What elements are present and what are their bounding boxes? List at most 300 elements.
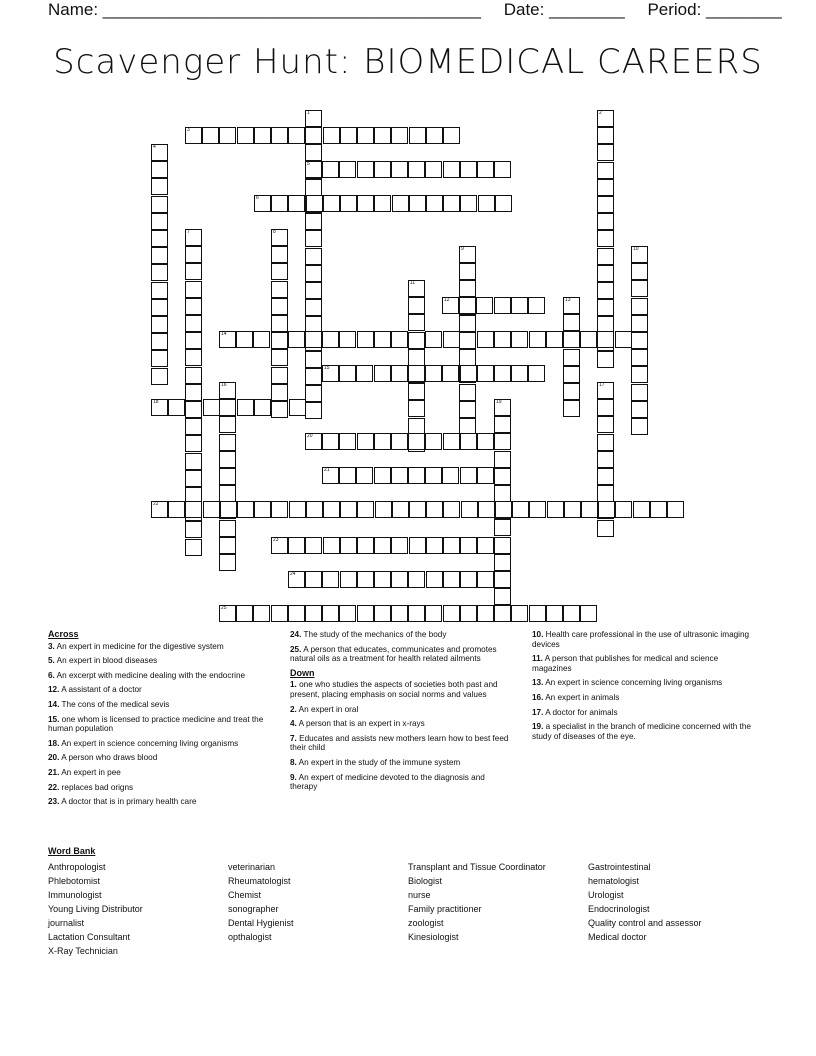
grid-cell[interactable] [151,501,168,518]
grid-cell[interactable] [237,399,254,416]
grid-cell[interactable] [185,501,202,518]
grid-cell[interactable] [443,571,460,588]
grid-cell[interactable] [271,246,288,263]
grid-cell[interactable] [151,282,168,299]
grid-cell[interactable] [477,331,494,348]
grid-cell[interactable] [357,537,374,554]
grid-cell[interactable] [219,331,236,348]
grid-cell[interactable] [597,196,614,213]
grid-cell[interactable] [409,501,426,518]
grid-cell[interactable] [408,467,425,484]
grid-cell[interactable] [305,537,322,554]
grid-cell[interactable] [511,605,528,622]
grid-cell[interactable] [185,127,202,144]
grid-cell[interactable] [597,265,614,282]
grid-cell[interactable] [305,127,322,144]
grid-cell[interactable] [459,297,476,314]
grid-cell[interactable] [408,365,425,382]
grid-cell[interactable] [340,195,357,212]
grid-cell[interactable] [477,605,494,622]
grid-cell[interactable] [459,263,476,280]
grid-cell[interactable] [305,213,322,230]
grid-cell[interactable] [512,501,529,518]
grid-cell[interactable] [443,605,460,622]
grid-cell[interactable] [374,571,391,588]
grid-cell[interactable] [547,501,564,518]
grid-cell[interactable] [425,365,442,382]
grid-cell[interactable] [443,161,460,178]
grid-cell[interactable] [391,571,408,588]
grid-cell[interactable] [271,537,288,554]
grid-cell[interactable] [185,521,202,538]
grid-cell[interactable] [391,161,408,178]
grid-cell[interactable] [374,331,391,348]
grid-cell[interactable] [357,331,374,348]
grid-cell[interactable] [253,605,270,622]
grid-cell[interactable] [236,605,253,622]
grid-cell[interactable] [151,368,168,385]
grid-cell[interactable] [631,401,648,418]
grid-cell[interactable] [357,195,374,212]
grid-cell[interactable] [597,230,614,247]
grid-cell[interactable] [305,571,322,588]
grid-cell[interactable] [374,365,391,382]
grid-cell[interactable] [305,433,322,450]
grid-cell[interactable] [288,195,305,212]
grid-cell[interactable] [185,384,202,401]
grid-cell[interactable] [357,127,374,144]
grid-cell[interactable] [460,467,477,484]
grid-cell[interactable] [374,433,391,450]
grid-cell[interactable] [374,127,391,144]
grid-cell[interactable] [631,315,648,332]
grid-cell[interactable] [409,195,426,212]
grid-cell[interactable] [392,501,409,518]
grid-cell[interactable] [305,605,322,622]
grid-cell[interactable] [271,315,288,332]
grid-cell[interactable] [185,539,202,556]
grid-cell[interactable] [254,399,271,416]
grid-cell[interactable] [460,605,477,622]
grid-cell[interactable] [494,605,511,622]
grid-cell[interactable] [408,280,425,297]
grid-cell[interactable] [477,537,494,554]
grid-cell[interactable] [271,332,288,349]
grid-cell[interactable] [633,501,650,518]
grid-cell[interactable] [237,501,254,518]
grid-cell[interactable] [563,349,580,366]
grid-cell[interactable] [151,213,168,230]
grid-cell[interactable] [631,366,648,383]
grid-cell[interactable] [529,501,546,518]
grid-cell[interactable] [185,349,202,366]
grid-cell[interactable] [322,467,339,484]
grid-cell[interactable] [563,383,580,400]
grid-cell[interactable] [323,501,340,518]
grid-cell[interactable] [564,501,581,518]
grid-cell[interactable] [185,435,202,452]
grid-cell[interactable] [426,501,443,518]
grid-cell[interactable] [271,229,288,246]
grid-cell[interactable] [219,537,236,554]
grid-cell[interactable] [357,571,374,588]
grid-cell[interactable] [151,247,168,264]
grid-cell[interactable] [597,416,614,433]
grid-cell[interactable] [305,265,322,282]
grid-cell[interactable] [443,501,460,518]
grid-cell[interactable] [546,331,563,348]
grid-cell[interactable] [631,384,648,401]
grid-cell[interactable] [546,605,563,622]
grid-cell[interactable] [271,195,288,212]
grid-cell[interactable] [563,314,580,331]
grid-cell[interactable] [597,434,614,451]
grid-cell[interactable] [391,605,408,622]
grid-cell[interactable] [288,331,305,348]
grid-cell[interactable] [305,299,322,316]
grid-cell[interactable] [374,537,391,554]
grid-cell[interactable] [357,161,374,178]
grid-cell[interactable] [271,384,288,401]
grid-cell[interactable] [185,281,202,298]
grid-cell[interactable] [494,537,511,554]
grid-cell[interactable] [408,161,425,178]
grid-cell[interactable] [597,179,614,196]
grid-cell[interactable] [356,365,373,382]
grid-cell[interactable] [409,127,426,144]
grid-cell[interactable] [631,418,648,435]
grid-cell[interactable] [374,467,391,484]
grid-cell[interactable] [391,365,408,382]
grid-cell[interactable] [339,365,356,382]
grid-cell[interactable] [631,246,648,263]
grid-cell[interactable] [442,365,459,382]
grid-cell[interactable] [305,248,322,265]
grid-cell[interactable] [254,127,271,144]
grid-cell[interactable] [271,263,288,280]
grid-cell[interactable] [219,485,236,502]
grid-cell[interactable] [563,400,580,417]
grid-cell[interactable] [254,501,271,518]
grid-cell[interactable] [459,401,476,418]
grid-cell[interactable] [339,605,356,622]
grid-cell[interactable] [305,368,322,385]
grid-cell[interactable] [219,554,236,571]
grid-cell[interactable] [650,501,667,518]
grid-cell[interactable] [426,571,443,588]
grid-cell[interactable] [219,468,236,485]
grid-cell[interactable] [185,298,202,315]
grid-cell[interactable] [667,501,684,518]
grid-cell[interactable] [356,467,373,484]
grid-cell[interactable] [494,365,511,382]
grid-cell[interactable] [288,537,305,554]
grid-cell[interactable] [459,280,476,297]
grid-cell[interactable] [219,520,236,537]
grid-cell[interactable] [185,332,202,349]
grid-cell[interactable] [494,399,511,416]
grid-cell[interactable] [185,263,202,280]
grid-cell[interactable] [597,144,614,161]
grid-cell[interactable] [494,331,511,348]
grid-cell[interactable] [425,433,442,450]
grid-cell[interactable] [597,299,614,316]
grid-cell[interactable] [494,519,511,536]
grid-cell[interactable] [408,433,425,450]
grid-cell[interactable] [597,110,614,127]
grid-cell[interactable] [528,365,545,382]
grid-cell[interactable] [323,127,340,144]
grid-cell[interactable] [374,161,391,178]
grid-cell[interactable] [253,331,270,348]
grid-cell[interactable] [597,282,614,299]
grid-cell[interactable] [289,399,306,416]
grid-cell[interactable] [288,605,305,622]
grid-cell[interactable] [305,351,322,368]
grid-cell[interactable] [597,351,614,368]
grid-cell[interactable] [477,433,494,450]
grid-cell[interactable] [426,127,443,144]
grid-cell[interactable] [322,161,339,178]
grid-cell[interactable] [322,433,339,450]
grid-cell[interactable] [631,280,648,297]
grid-cell[interactable] [615,501,632,518]
grid-cell[interactable] [271,401,288,418]
grid-cell[interactable] [305,110,322,127]
grid-cell[interactable] [443,331,460,348]
grid-cell[interactable] [581,501,598,518]
grid-cell[interactable] [425,331,442,348]
grid-cell[interactable] [511,331,528,348]
grid-cell[interactable] [631,298,648,315]
grid-cell[interactable] [305,179,322,196]
grid-cell[interactable] [151,144,168,161]
grid-cell[interactable] [289,501,306,518]
grid-cell[interactable] [597,485,614,502]
grid-cell[interactable] [305,331,322,348]
grid-cell[interactable] [391,127,408,144]
grid-cell[interactable] [203,399,220,416]
grid-cell[interactable] [460,433,477,450]
grid-cell[interactable] [236,331,253,348]
grid-cell[interactable] [151,316,168,333]
grid-cell[interactable] [168,399,185,416]
grid-cell[interactable] [185,229,202,246]
grid-cell[interactable] [408,314,425,331]
grid-cell[interactable] [391,467,408,484]
grid-cell[interactable] [494,161,511,178]
grid-cell[interactable] [477,571,494,588]
grid-cell[interactable] [459,349,476,366]
grid-cell[interactable] [271,281,288,298]
grid-cell[interactable] [460,537,477,554]
grid-cell[interactable] [460,571,477,588]
grid-cell[interactable] [598,501,615,518]
grid-cell[interactable] [494,571,511,588]
grid-cell[interactable] [459,315,476,332]
grid-cell[interactable] [202,127,219,144]
grid-cell[interactable] [271,127,288,144]
grid-cell[interactable] [443,127,460,144]
grid-cell[interactable] [408,297,425,314]
grid-cell[interactable] [391,537,408,554]
grid-cell[interactable] [151,333,168,350]
grid-cell[interactable] [185,367,202,384]
date-field[interactable]: Date: ________ [503,0,625,19]
grid-cell[interactable] [443,195,460,212]
grid-cell[interactable] [494,297,511,314]
grid-cell[interactable] [477,161,494,178]
grid-cell[interactable] [185,401,202,418]
grid-cell[interactable] [442,467,459,484]
grid-cell[interactable] [529,331,546,348]
grid-cell[interactable] [185,418,202,435]
grid-cell[interactable] [219,451,236,468]
grid-cell[interactable] [478,195,495,212]
grid-cell[interactable] [392,195,409,212]
grid-cell[interactable] [339,433,356,450]
grid-cell[interactable] [185,470,202,487]
grid-cell[interactable] [494,416,511,433]
grid-cell[interactable] [305,282,322,299]
grid-cell[interactable] [563,331,580,348]
grid-cell[interactable] [220,501,237,518]
grid-cell[interactable] [185,315,202,332]
grid-cell[interactable] [271,605,288,622]
grid-cell[interactable] [425,605,442,622]
grid-cell[interactable] [374,195,391,212]
grid-cell[interactable] [494,451,511,468]
grid-cell[interactable] [288,571,305,588]
grid-cell[interactable] [219,127,236,144]
grid-cell[interactable] [151,299,168,316]
grid-cell[interactable] [151,350,168,367]
grid-cell[interactable] [151,161,168,178]
grid-cell[interactable] [168,501,185,518]
grid-cell[interactable] [185,246,202,263]
grid-cell[interactable] [511,365,528,382]
grid-cell[interactable] [357,605,374,622]
grid-cell[interactable] [305,161,322,178]
grid-cell[interactable] [580,605,597,622]
grid-cell[interactable] [271,298,288,315]
grid-cell[interactable] [357,433,374,450]
grid-cell[interactable] [597,382,614,399]
grid-cell[interactable] [409,537,426,554]
grid-cell[interactable] [357,501,374,518]
grid-cell[interactable] [305,385,322,402]
grid-cell[interactable] [271,501,288,518]
grid-cell[interactable] [478,501,495,518]
grid-cell[interactable] [477,467,494,484]
grid-cell[interactable] [494,588,511,605]
grid-cell[interactable] [425,161,442,178]
grid-cell[interactable] [323,195,340,212]
grid-cell[interactable] [340,537,357,554]
grid-cell[interactable] [597,399,614,416]
grid-cell[interactable] [460,195,477,212]
grid-cell[interactable] [219,399,236,416]
grid-cell[interactable] [219,434,236,451]
grid-cell[interactable] [203,501,220,518]
grid-cell[interactable] [271,349,288,366]
period-field[interactable]: Period: ________ [647,0,782,19]
grid-cell[interactable] [631,349,648,366]
grid-cell[interactable] [271,367,288,384]
grid-cell[interactable] [391,433,408,450]
grid-cell[interactable] [494,554,511,571]
grid-cell[interactable] [305,144,322,161]
grid-cell[interactable] [408,400,425,417]
grid-cell[interactable] [460,365,477,382]
grid-cell[interactable] [151,230,168,247]
grid-cell[interactable] [580,331,597,348]
grid-cell[interactable] [305,230,322,247]
grid-cell[interactable] [426,195,443,212]
grid-cell[interactable] [151,178,168,195]
grid-cell[interactable] [340,501,357,518]
grid-cell[interactable] [408,605,425,622]
grid-cell[interactable] [597,127,614,144]
grid-cell[interactable] [306,501,323,518]
grid-cell[interactable] [495,195,512,212]
grid-cell[interactable] [529,605,546,622]
grid-cell[interactable] [477,365,494,382]
grid-cell[interactable] [597,213,614,230]
grid-cell[interactable] [494,485,511,502]
grid-cell[interactable] [461,501,478,518]
grid-cell[interactable] [442,297,459,314]
grid-cell[interactable] [425,467,442,484]
grid-cell[interactable] [443,433,460,450]
grid-cell[interactable] [494,468,511,485]
grid-cell[interactable] [374,605,391,622]
grid-cell[interactable] [426,537,443,554]
grid-cell[interactable] [511,297,528,314]
grid-cell[interactable] [443,537,460,554]
grid-cell[interactable] [254,195,271,212]
grid-cell[interactable] [563,605,580,622]
grid-cell[interactable] [339,161,356,178]
grid-cell[interactable] [460,161,477,178]
grid-cell[interactable] [305,402,322,419]
grid-cell[interactable] [237,127,254,144]
grid-cell[interactable] [563,297,580,314]
grid-cell[interactable] [322,331,339,348]
grid-cell[interactable] [219,605,236,622]
grid-cell[interactable] [563,366,580,383]
grid-cell[interactable] [528,297,545,314]
grid-cell[interactable] [151,196,168,213]
grid-cell[interactable] [323,537,340,554]
grid-cell[interactable] [340,571,357,588]
name-field[interactable]: Name: ________________________________________ [48,0,481,19]
grid-cell[interactable] [340,127,357,144]
grid-cell[interactable] [597,468,614,485]
grid-cell[interactable] [391,331,408,348]
grid-cell[interactable] [408,332,425,349]
grid-cell[interactable] [339,331,356,348]
grid-cell[interactable] [597,520,614,537]
grid-cell[interactable] [288,127,305,144]
grid-cell[interactable] [615,331,632,348]
grid-cell[interactable] [322,571,339,588]
grid-cell[interactable] [459,246,476,263]
grid-cell[interactable] [219,382,236,399]
grid-cell[interactable] [597,162,614,179]
grid-cell[interactable] [408,349,425,366]
grid-cell[interactable] [631,332,648,349]
